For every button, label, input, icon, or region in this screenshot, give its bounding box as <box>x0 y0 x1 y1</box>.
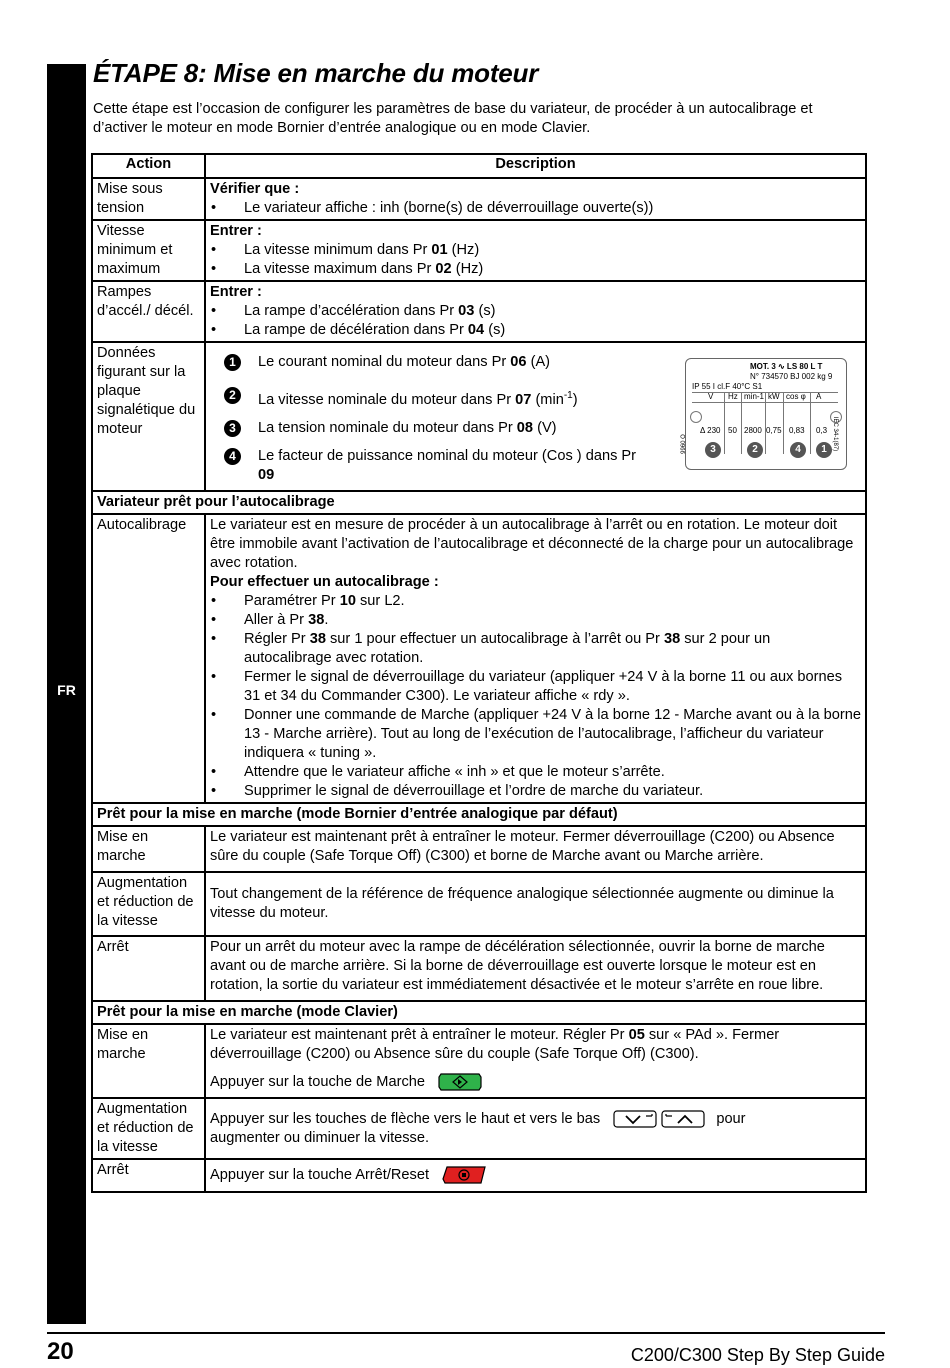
subheading: Pour effectuer un autocalibrage : <box>210 573 439 590</box>
list-item: • La vitesse minimum dans Pr 01 (Hz) <box>210 241 861 260</box>
table-row <box>92 220 866 281</box>
description-cell: Le variateur est maintenant prêt à entraîner le moteur. Régler Pr 05 sur « PAd ». Fermer déverrouillage (C200) ou Absence sûre du couple (Safe Torque Off) (C300). Appuyer sur la touche de Marche <box>205 1024 866 1098</box>
list-item: • La rampe de décélération dans Pr 04 (s) <box>210 321 861 340</box>
table-row <box>92 178 866 220</box>
section-header-row <box>92 803 866 826</box>
list-item: • La rampe d’accélération dans Pr 03 (s) <box>210 302 861 321</box>
section-header-row <box>92 1001 866 1024</box>
subheading: Entrer : <box>210 284 262 300</box>
table-row <box>92 936 866 1001</box>
callout-badge: 1 <box>816 442 832 458</box>
page-title: ÉTAPE 8: Mise en marche du moteur <box>93 58 539 88</box>
description-cell <box>205 281 866 342</box>
table-row <box>92 281 866 342</box>
description-cell: Le variateur est maintenant prêt à entraîner le moteur. Fermer déverrouillage (C200) ou Absence sûre du couple (Safe Torque Off) (C300) et borne de Marche avant ou Marche arrière. <box>205 826 866 872</box>
subheading: Vérifier que : <box>210 181 300 197</box>
table-row <box>92 514 866 803</box>
list-item: 1 Le courant nominal du moteur dans Pr 06 (A) <box>210 353 650 372</box>
language-label: FR <box>57 682 76 698</box>
guide-title: C200/C300 Step By Step Guide <box>630 1345 885 1365</box>
mounting-hole <box>690 411 702 423</box>
autocal-text: Le variateur est en mesure de procéder à un autocalibrage à l’arrêt ou en rotation. Le moteur doit être immobile avant l’activation de l’autocalibrage et déconnecté de la charge pour un autocalibrage avec rotation. <box>210 516 854 571</box>
action-cell: Augmentation et réduction de la vitesse <box>92 872 205 936</box>
action-cell: Mise en marche <box>92 826 205 872</box>
number-badge: 4 <box>224 448 241 465</box>
list-item: • Régler Pr 38 sur 1 pour effectuer un autocalibrage à l’arrêt ou Pr 38 sur 2 pour un autocalibrage avec rotation. <box>210 630 861 668</box>
action-cell: Mise en marche <box>92 1024 205 1098</box>
action-cell: Mise sous tension <box>92 178 205 220</box>
stop-reset-key-icon <box>441 1165 487 1185</box>
page-number: 20 <box>47 1338 74 1365</box>
description-cell <box>205 514 866 803</box>
action-cell: Vitesse minimum et maximum <box>92 220 205 281</box>
table-row <box>92 342 866 491</box>
list-item: 2 La vitesse nominale du moteur dans Pr 07 $(\min^{-1})$ <box>210 386 650 410</box>
description-cell <box>205 220 866 281</box>
number-badge: 1 <box>224 354 241 371</box>
run-key-icon <box>437 1072 483 1092</box>
callout-badge: 3 <box>705 442 721 458</box>
list-item: • La vitesse maximum dans Pr 02 (Hz) <box>210 260 861 279</box>
list-item: • Le variateur affiche : inh (borne(s) de déverrouillage ouverte(s)) <box>210 199 861 218</box>
description-cell <box>205 178 866 220</box>
down-arrow-key-icon <box>612 1109 658 1129</box>
section-header-row <box>92 491 866 514</box>
subheading: Entrer : <box>210 223 262 239</box>
number-badge: 2 <box>224 387 241 404</box>
table-row <box>92 872 866 936</box>
header-description: Description <box>205 154 866 178</box>
action-cell: Données figurant sur la plaque signalétique du moteur <box>92 342 205 491</box>
description-cell: Tout changement de la référence de fréquence analogique sélectionnée augmente ou diminue la vitesse du moteur. <box>205 872 866 936</box>
list-item: • Supprimer le signal de déverrouillage et l’ordre de marche du variateur. <box>210 782 861 801</box>
section-title: Variateur prêt pour l’autocalibrage <box>92 491 866 514</box>
table-row <box>92 1159 866 1192</box>
section-title: Prêt pour la mise en marche (mode Clavier) <box>92 1001 866 1024</box>
table-row <box>92 1024 866 1098</box>
table-header-row <box>92 154 866 178</box>
list-item: • Aller à Pr 38. <box>210 611 861 630</box>
footer-rule <box>47 1332 885 1334</box>
section-title: Prêt pour la mise en marche (mode Bornier d’entrée analogique par défaut) <box>92 803 866 826</box>
up-arrow-key-icon <box>660 1109 706 1129</box>
callout-badge: 2 <box>747 442 763 458</box>
action-cell: Autocalibrage <box>92 514 205 803</box>
list-item: • Attendre que le variateur affiche « inh » et que le moteur s’arrête. <box>210 763 861 782</box>
steps-table <box>91 153 867 1193</box>
motor-nameplate: MOT. 3 ∿ LS 80 L T N° 734570 BJ 002 kg 9 IP 55 I cl.F 40°C S1 V Hz min-1 kW cos φ A Δ 230 50 2800 0,75 0,83 0,3 3 2 4 1 9960 O IEC 34-1(87) <box>685 358 847 470</box>
description-cell: Appuyer sur la touche Arrêt/Reset <box>205 1159 866 1192</box>
header-action: Action <box>92 154 205 178</box>
description-cell: Appuyer sur les touches de flèche vers le haut et vers le bas pour augmenter ou diminuer la vitesse. <box>205 1098 866 1159</box>
action-cell: Arrêt <box>92 1159 205 1192</box>
intro-text: Cette étape est l’occasion de configurer les paramètres de base du variateur, de procéder à un autocalibrage et d’activer le moteur en mode Bornier d’entrée analogique ou en mode Clavier. <box>93 101 813 136</box>
action-cell: Rampes d’accél./ décél. <box>92 281 205 342</box>
table-row <box>92 826 866 872</box>
action-cell: Augmentation et réduction de la vitesse <box>92 1098 205 1159</box>
description-cell: Pour un arrêt du moteur avec la rampe de décélération sélectionnée, ouvrir la borne de marche avant ou de marche arrière. Si la borne de déverrouillage est ouverte lorsque le moteur est en rotation, la sortie du variateur est immédiatement désactivée et le moteur s’arrête en roue libre. <box>205 936 866 1001</box>
language-sidebar <box>47 64 86 1324</box>
list-item: • Paramétrer Pr 10 sur L2. <box>210 592 861 611</box>
action-cell: Arrêt <box>92 936 205 1001</box>
list-item: 3 La tension nominale du moteur dans Pr 08 (V) <box>210 419 650 438</box>
callout-badge: 4 <box>790 442 806 458</box>
list-item: 4 Le facteur de puissance nominal du moteur (Cos ) dans Pr 09 <box>210 447 650 485</box>
description-cell <box>205 342 866 491</box>
number-badge: 3 <box>224 420 241 437</box>
list-item: • Donner une commande de Marche (appliquer +24 V à la borne 12 - Marche avant ou à la borne 13 - Marche arrière). Tout au long de l’exécution de l’autocalibrage, l’afficheur du variateur indiquera « tuning ». <box>210 706 861 763</box>
list-item: • Fermer le signal de déverrouillage du variateur (appliquer +24 V à la borne 11 ou aux bornes 31 et 34 du Commander C300). Le variateur affiche « rdy ». <box>210 668 861 706</box>
table-row <box>92 1098 866 1159</box>
